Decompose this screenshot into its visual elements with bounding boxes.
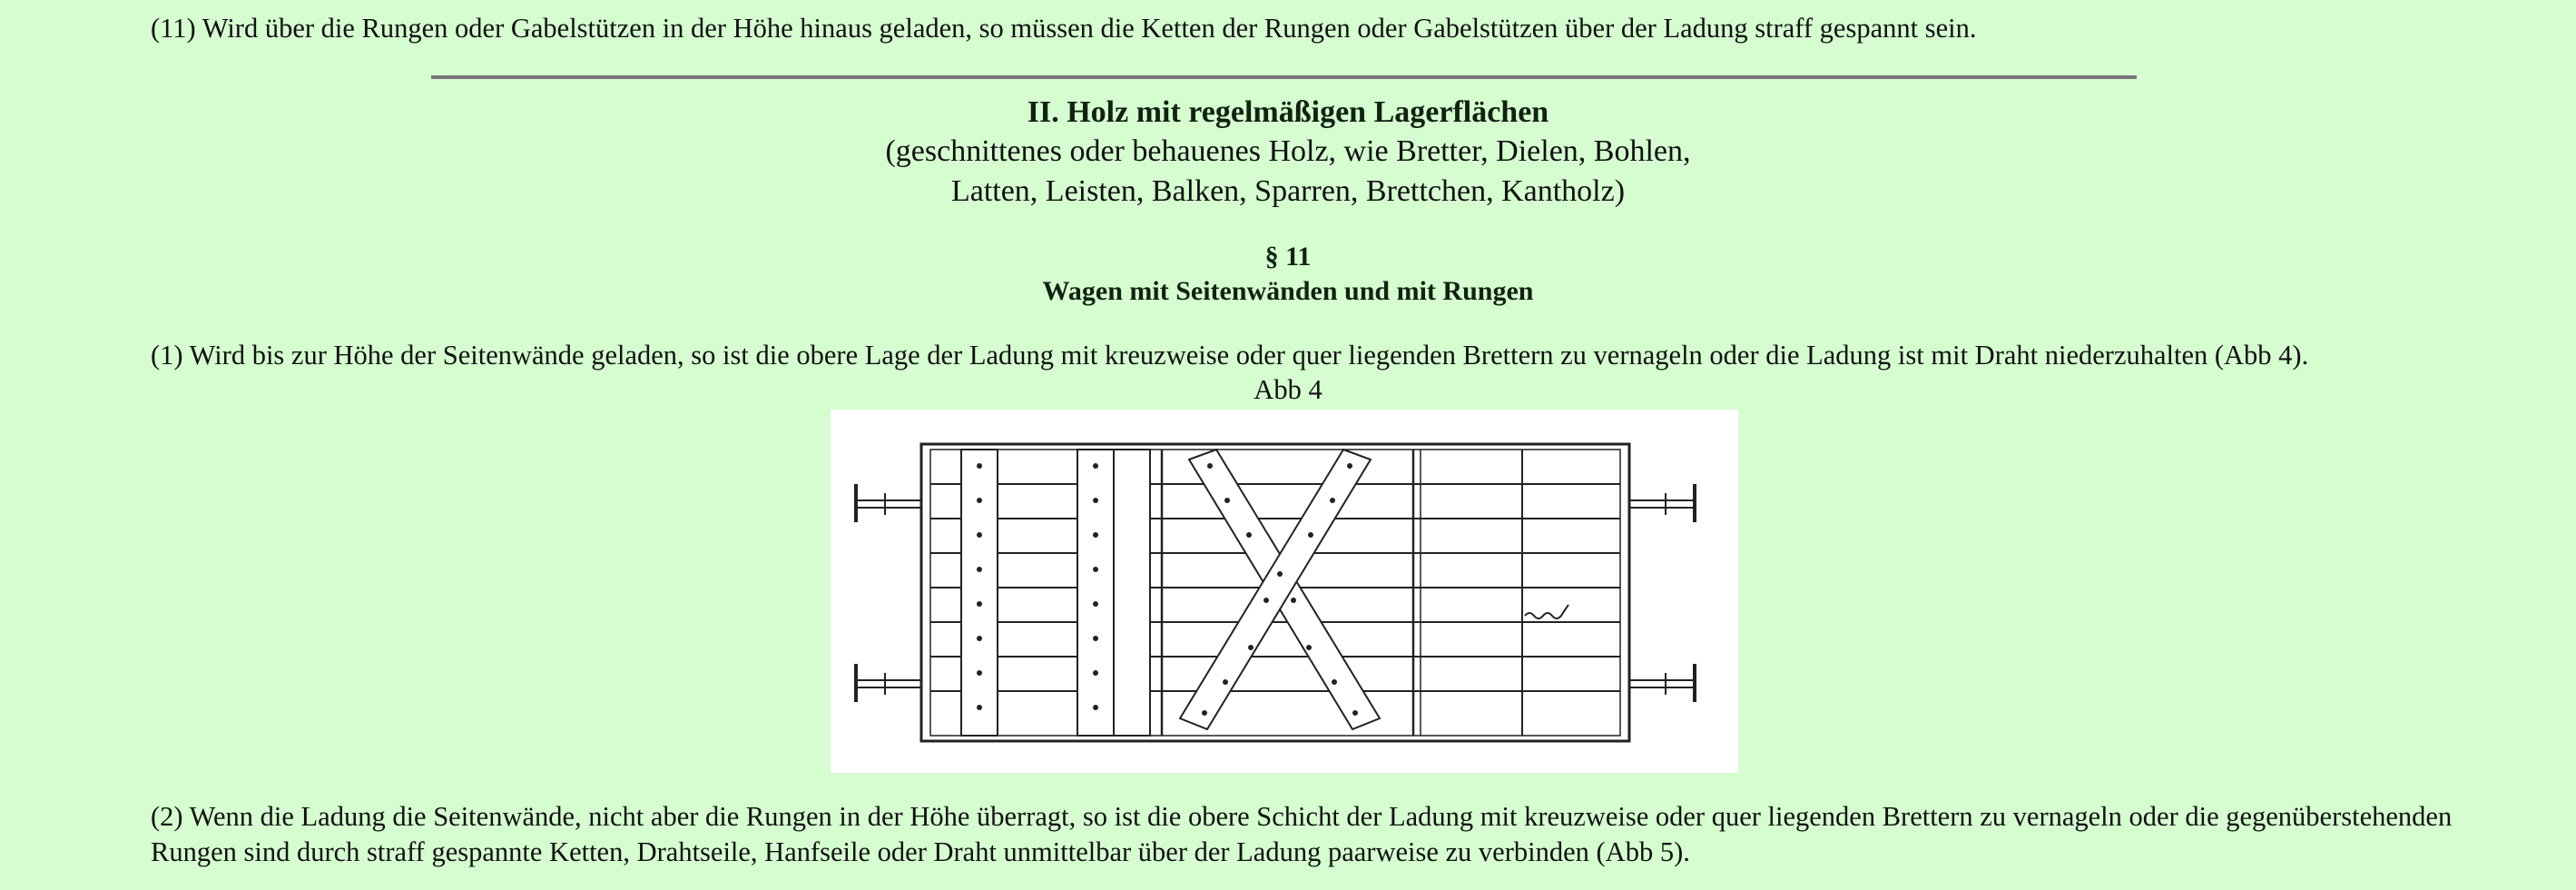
- wagon-load-diagram-icon: [831, 410, 1738, 773]
- section-title: II. Holz mit regelmäßigen Lagerflächen: [1027, 95, 1549, 129]
- figure-caption: Abb 4: [1254, 374, 1322, 405]
- paragraph-1: (1) Wird bis zur Höhe der Seitenwände geladen, so ist die obere Lage der Ladung mit kreuzweise oder quer liegenden Brettern zu vernageln oder die Ladung ist mit Draht niederzuhalten (Abb 4).: [151, 340, 2309, 371]
- figure-abb-4: [831, 410, 1738, 773]
- horizontal-rule: [431, 75, 2137, 79]
- paragraph-number: § 11: [1264, 242, 1312, 272]
- paragraph-2: (2) Wenn die Ladung die Seitenwände, nicht aber die Rungen in der Höhe überragt, so ist die obere Schicht der Ladung mit kreuzweise oder quer liegenden Brettern zu vernageln oder die gegenüberstehenden Rungen sind durch straff gespannte Ketten, Drahtseile, Hanfseile oder Draht unmittelbar über der Ladung paarweise zu verbinden (Abb 5).: [151, 801, 2453, 867]
- paragraph-heading: Wagen mit Seitenwänden und mit Rungen: [1042, 276, 1534, 306]
- section-subtitle-line-2: Latten, Leisten, Balken, Sparren, Brettchen, Kantholz): [950, 174, 1626, 208]
- paragraph-11: (11) Wird über die Rungen oder Gabelstützen in der Höhe hinaus geladen, so müssen die Ketten der Rungen oder Gabelstützen über der Ladung straff gespannt sein.: [151, 13, 1977, 44]
- section-subtitle-line-1: (geschnittenes oder behauenes Holz, wie Bretter, Dielen, Bohlen,: [885, 134, 1691, 168]
